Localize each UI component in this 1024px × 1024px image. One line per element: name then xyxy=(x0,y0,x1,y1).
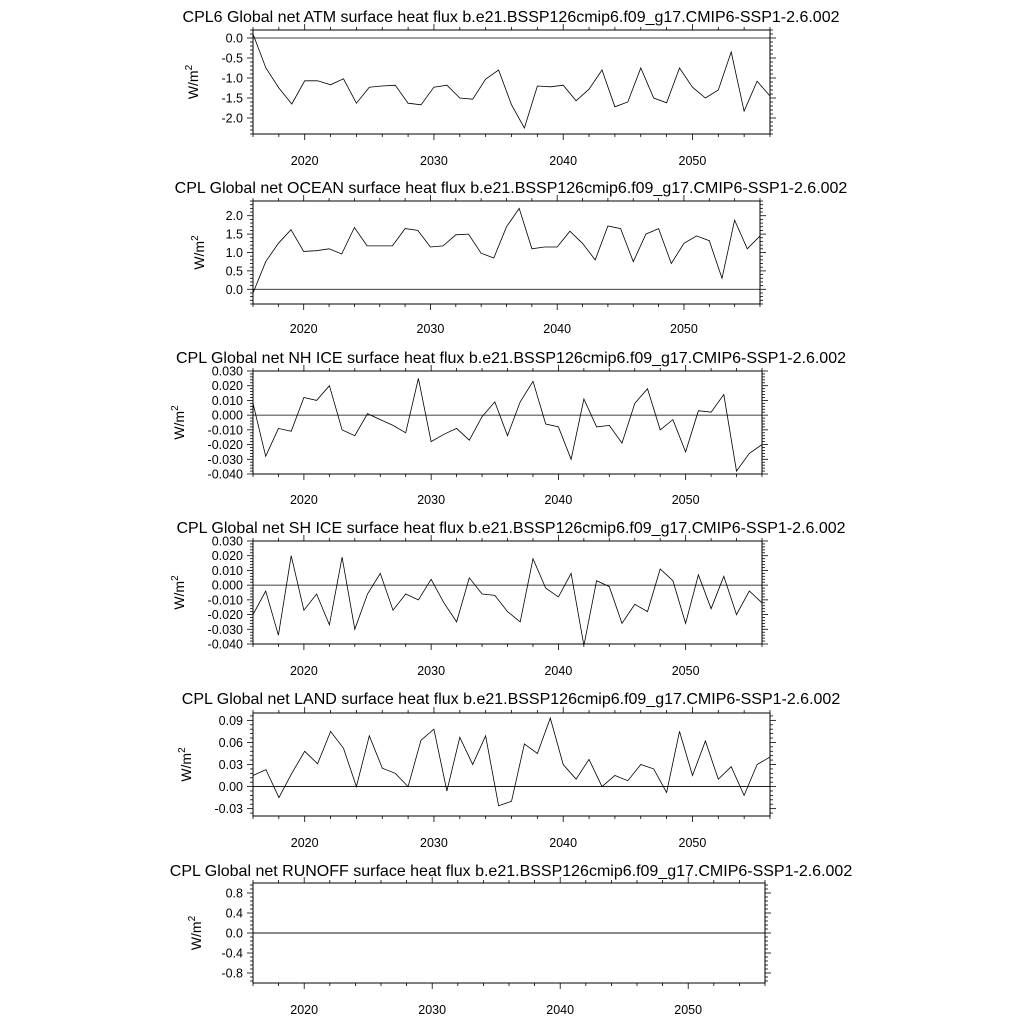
y-tick-label: 0.030 xyxy=(211,364,243,379)
x-tick-label: 2020 xyxy=(290,836,319,850)
y-tick-label: 0.0 xyxy=(225,31,243,46)
y-axis-label-exponent: 2 xyxy=(190,235,201,241)
y-axis-label-exponent: 2 xyxy=(170,575,181,581)
chart-panel xyxy=(177,691,840,850)
y-tick-label: 0.000 xyxy=(211,578,243,593)
y-tick-label: 0.0 xyxy=(225,926,243,941)
x-tick-label: 2030 xyxy=(418,1003,447,1017)
x-tick-label: 2040 xyxy=(549,836,578,850)
y-tick-label: -0.5 xyxy=(221,51,243,66)
y-tick-label: -0.8 xyxy=(221,966,243,981)
y-axis-label xyxy=(170,575,187,610)
y-tick-label: -2.0 xyxy=(221,111,243,126)
series-line xyxy=(253,34,770,128)
y-tick-label: 0.5 xyxy=(225,264,243,279)
chart-title: CPL6 Global net ATM surface heat flux b.e21.BSSP126cmip6.f09_g17.CMIP6-SSP1-2.6.002 xyxy=(182,9,840,26)
y-axis-label xyxy=(170,405,187,440)
x-tick-label: 2050 xyxy=(670,322,698,336)
chart-title: CPL Global net SH ICE surface heat flux b.e21.BSSP126cmip6.f09_g17.CMIP6-SSP1-2.6.002 xyxy=(176,520,846,537)
x-tick-label: 2020 xyxy=(290,1003,319,1017)
y-axis-label-base: W/m xyxy=(178,752,194,782)
y-tick-label: -0.040 xyxy=(207,467,243,482)
y-axis-label-base: W/m xyxy=(171,580,187,610)
y-tick-label: -0.010 xyxy=(207,423,243,438)
y-tick-label: 0.0 xyxy=(225,282,243,297)
chart-panel xyxy=(170,350,846,507)
y-axis-label-base: W/m xyxy=(191,240,207,270)
y-axis-label-exponent: 2 xyxy=(170,405,181,411)
y-tick-label: -1.5 xyxy=(221,91,243,106)
y-tick-label: 0.03 xyxy=(218,758,243,772)
y-tick-label: 2.0 xyxy=(225,209,243,224)
y-axis-label xyxy=(177,747,194,782)
x-tick-label: 2030 xyxy=(417,664,446,678)
y-tick-label: 0.09 xyxy=(218,713,243,728)
plot-frame xyxy=(253,201,760,304)
y-tick-label: -0.040 xyxy=(207,637,243,652)
series-line xyxy=(253,378,762,471)
x-tick-label: 2050 xyxy=(674,1003,703,1017)
y-axis-label-base: W/m xyxy=(185,70,201,100)
chart-title: CPL Global net NH ICE surface heat flux b.e21.BSSP126cmip6.f09_g17.CMIP6-SSP1-2.6.002 xyxy=(176,350,846,367)
y-tick-label: 0.030 xyxy=(211,534,243,549)
y-tick-label: 0.8 xyxy=(225,886,243,901)
series-line xyxy=(253,718,770,806)
x-tick-label: 2030 xyxy=(420,154,448,168)
x-tick-label: 2030 xyxy=(417,493,446,507)
y-tick-label: 0.010 xyxy=(211,563,243,578)
x-tick-label: 2020 xyxy=(290,154,319,168)
x-tick-label: 2040 xyxy=(543,322,572,336)
y-tick-label: 0.00 xyxy=(218,780,243,795)
y-tick-label: -0.030 xyxy=(207,452,243,467)
series-line xyxy=(253,556,762,646)
y-tick-label: 1.5 xyxy=(225,227,243,242)
x-tick-label: 2050 xyxy=(671,493,700,507)
chart-title: CPL Global net LAND surface heat flux b.e21.BSSP126cmip6.f09_g17.CMIP6-SSP1-2.6.002 xyxy=(181,691,841,708)
y-tick-label: 0.020 xyxy=(211,379,243,394)
y-tick-label: 1.0 xyxy=(225,246,243,260)
y-tick-label: -0.010 xyxy=(207,593,243,608)
x-tick-label: 2030 xyxy=(420,836,448,850)
plot-frame xyxy=(253,541,762,644)
y-axis-label xyxy=(190,235,207,270)
y-tick-label: -0.03 xyxy=(214,802,243,817)
x-tick-label: 2040 xyxy=(544,493,573,507)
x-tick-label: 2040 xyxy=(546,1003,575,1017)
y-axis-label-base: W/m xyxy=(188,921,204,951)
chart-panel xyxy=(170,863,853,1017)
y-tick-label: -0.020 xyxy=(207,438,243,453)
x-tick-label: 2040 xyxy=(549,154,578,168)
y-tick-label: 0.010 xyxy=(211,393,243,408)
y-axis-label-exponent: 2 xyxy=(184,64,195,71)
y-tick-label: -0.030 xyxy=(207,622,243,637)
y-axis-label-exponent: 2 xyxy=(187,915,198,922)
y-tick-label: -0.4 xyxy=(221,946,243,961)
chart-title: CPL Global net OCEAN surface heat flux b.e21.BSSP126cmip6.f09_g17.CMIP6-SSP1-2.6.002 xyxy=(174,180,848,197)
chart-panel xyxy=(175,180,848,336)
chart-panel xyxy=(183,9,840,168)
x-tick-label: 2040 xyxy=(544,664,573,678)
x-tick-label: 2050 xyxy=(671,664,700,678)
y-tick-label: 0.4 xyxy=(225,906,243,921)
y-tick-label: 0.020 xyxy=(211,549,243,564)
chart-title: CPL Global net RUNOFF surface heat flux b.e21.BSSP126cmip6.f09_g17.CMIP6-SSP1-2.6.002 xyxy=(169,863,853,880)
y-tick-label: 0.000 xyxy=(211,408,243,423)
y-axis-label-base: W/m xyxy=(171,410,187,440)
y-tick-label: -0.020 xyxy=(207,608,243,623)
chart-panel xyxy=(170,520,846,678)
x-tick-label: 2020 xyxy=(289,664,318,678)
x-tick-label: 2050 xyxy=(678,836,707,850)
x-tick-label: 2030 xyxy=(416,322,445,336)
x-tick-label: 2020 xyxy=(289,322,318,336)
y-axis-label xyxy=(187,915,204,950)
series-line xyxy=(253,208,760,293)
plot-frame xyxy=(253,30,770,134)
x-tick-label: 2050 xyxy=(678,154,707,168)
y-tick-label: -1.0 xyxy=(221,71,243,86)
y-axis-label-exponent: 2 xyxy=(177,747,188,753)
y-axis-label xyxy=(184,64,201,99)
x-tick-label: 2020 xyxy=(289,493,318,507)
y-tick-label: 0.06 xyxy=(218,735,243,750)
